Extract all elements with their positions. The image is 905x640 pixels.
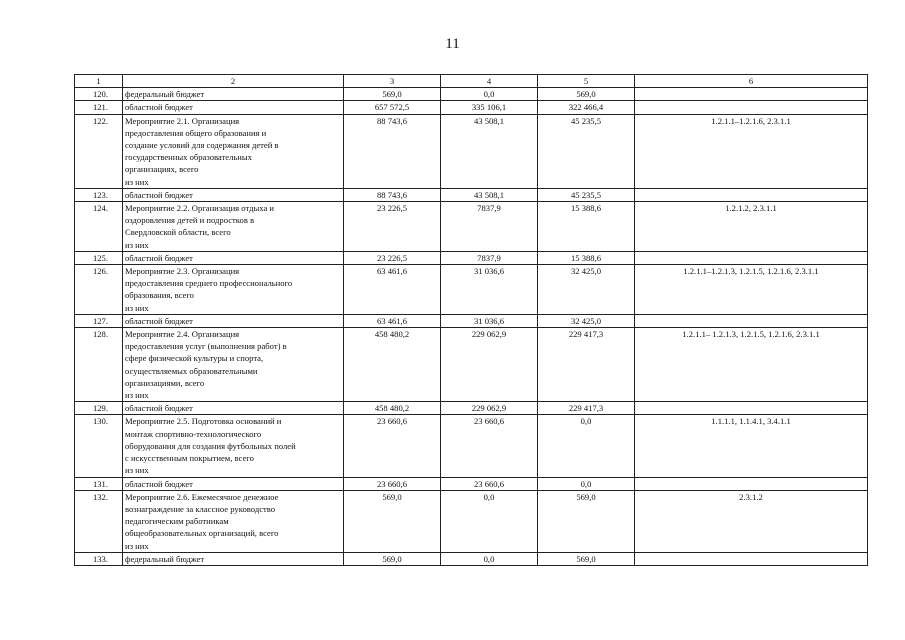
value-cell-3: 88 743,6 (344, 188, 441, 201)
row-name-line: государственных образовательных (125, 152, 252, 163)
row-number-cell: 122. (75, 114, 123, 188)
row-name-cell (123, 415, 344, 477)
header-cell-3: 3 (344, 75, 441, 88)
row-name-line: областной бюджет (125, 315, 193, 326)
row-name-line: областной бюджет (125, 403, 193, 414)
row-number-cell: 121. (75, 101, 123, 114)
row-name-line: областной бюджет (125, 102, 193, 113)
value-cell-5: 322 466,4 (538, 101, 635, 114)
row-name-cell (123, 88, 344, 101)
row-name-line: из них (125, 176, 149, 187)
row-name-line: оборудования для создания футбольных полей (125, 440, 296, 451)
value-cell-3: 569,0 (344, 490, 441, 552)
reference-cell: 1.2.1.1– 1.2.1.3, 1.2.1.5, 1.2.1.6, 2.3.1.1 (635, 328, 868, 402)
value-cell-5: 32 425,0 (538, 265, 635, 315)
row-name-cell (123, 552, 344, 565)
row-name-line: осуществляемых образовательными (125, 365, 258, 376)
row-name-line: с искусственным покрытием, всего (125, 453, 254, 464)
row-name-line: педагогическим работникам (125, 516, 229, 527)
reference-cell: 1.2.1.1–1.2.1.6, 2.3.1.1 (635, 114, 868, 188)
row-name-cell (123, 188, 344, 201)
table-row (75, 265, 868, 315)
row-number-cell: 126. (75, 265, 123, 315)
reference-cell (635, 101, 868, 114)
value-cell-3: 458 480,2 (344, 402, 441, 415)
value-cell-3: 23 226,5 (344, 251, 441, 264)
table-row (75, 402, 868, 415)
row-number-cell: 133. (75, 552, 123, 565)
value-cell-3: 63 461,6 (344, 265, 441, 315)
row-number-cell: 129. (75, 402, 123, 415)
row-name-cell (123, 490, 344, 552)
row-name-line: общеобразовательных организаций, всего (125, 528, 279, 539)
row-name-cell (123, 265, 344, 315)
value-cell-4: 31 036,6 (441, 314, 538, 327)
table-row (75, 101, 868, 114)
row-name-line: из них (125, 239, 149, 250)
value-cell-5: 0,0 (538, 415, 635, 477)
row-number-cell: 125. (75, 251, 123, 264)
reference-cell (635, 251, 868, 264)
row-name-line: из них (125, 390, 149, 401)
row-name-line: из них (125, 302, 149, 313)
value-cell-5: 569,0 (538, 552, 635, 565)
row-name-cell (123, 202, 344, 252)
reference-cell: 1.1.1.1, 1.1.4.1, 3.4.1.1 (635, 415, 868, 477)
reference-cell: 1.2.1.1–1.2.1.3, 1.2.1.5, 1.2.1.6, 2.3.1.1 (635, 265, 868, 315)
value-cell-5: 32 425,0 (538, 314, 635, 327)
value-cell-4: 335 106,1 (441, 101, 538, 114)
value-cell-3: 458 480,2 (344, 328, 441, 402)
reference-cell (635, 402, 868, 415)
row-name-line: федеральный бюджет (125, 553, 205, 564)
value-cell-5: 229 417,3 (538, 328, 635, 402)
row-name-line: предоставления среднего профессионального (125, 278, 293, 289)
value-cell-3: 657 572,5 (344, 101, 441, 114)
row-name-line: организациями, всего (125, 377, 205, 388)
value-cell-5: 229 417,3 (538, 402, 635, 415)
value-cell-5: 15 388,6 (538, 251, 635, 264)
value-cell-4: 7837,9 (441, 251, 538, 264)
row-number-cell: 130. (75, 415, 123, 477)
row-number-cell: 128. (75, 328, 123, 402)
row-name-line: Мероприятие 2.2. Организация отдыха и (125, 203, 275, 214)
row-name-line: сфере физической культуры и спорта, (125, 353, 264, 364)
reference-cell (635, 188, 868, 201)
row-name-cell (123, 114, 344, 188)
reference-cell (635, 552, 868, 565)
row-name-cell (123, 251, 344, 264)
value-cell-3: 23 660,6 (344, 477, 441, 490)
row-number-cell: 123. (75, 188, 123, 201)
row-name-cell (123, 402, 344, 415)
header-cell-5: 5 (538, 75, 635, 88)
row-name-line: вознаграждение за классное руководство (125, 503, 276, 514)
value-cell-3: 23 226,5 (344, 202, 441, 252)
table-row (75, 328, 868, 402)
row-number-cell: 132. (75, 490, 123, 552)
row-name-cell (123, 101, 344, 114)
header-cell-4: 4 (441, 75, 538, 88)
reference-cell (635, 88, 868, 101)
row-name-line: Мероприятие 2.1. Организация (125, 115, 240, 126)
row-name-line: Мероприятие 2.3. Организация (125, 266, 240, 277)
value-cell-3: 569,0 (344, 552, 441, 565)
row-name-line: образования, всего (125, 290, 194, 301)
reference-cell: 1.2.1.2, 2.3.1.1 (635, 202, 868, 252)
budget-table (74, 74, 868, 566)
header-cell-1: 1 (75, 75, 123, 88)
value-cell-3: 569,0 (344, 88, 441, 101)
row-name-line: организациях, всего (125, 164, 199, 175)
row-name-line: из них (125, 540, 149, 551)
row-name-line: создание условий для содержания детей в (125, 140, 279, 151)
value-cell-5: 0,0 (538, 477, 635, 490)
value-cell-3: 23 660,6 (344, 415, 441, 477)
row-name-line: монтаж спортивно-технологического (125, 428, 262, 439)
header-cell-6: 6 (635, 75, 868, 88)
header-cell-2: 2 (123, 75, 344, 88)
value-cell-5: 15 388,6 (538, 202, 635, 252)
value-cell-4: 31 036,6 (441, 265, 538, 315)
value-cell-4: 43 508,1 (441, 188, 538, 201)
value-cell-4: 43 508,1 (441, 114, 538, 188)
value-cell-4: 0,0 (441, 552, 538, 565)
table-row (75, 552, 868, 565)
value-cell-4: 7837,9 (441, 202, 538, 252)
header-row (75, 75, 868, 88)
table-row (75, 415, 868, 477)
reference-cell (635, 314, 868, 327)
table-row (75, 202, 868, 252)
value-cell-5: 45 235,5 (538, 188, 635, 201)
value-cell-3: 63 461,6 (344, 314, 441, 327)
row-name-cell (123, 328, 344, 402)
value-cell-4: 23 660,6 (441, 477, 538, 490)
table-row (75, 490, 868, 552)
row-name-line: областной бюджет (125, 478, 193, 489)
row-name-cell (123, 477, 344, 490)
row-name-line: областной бюджет (125, 252, 193, 263)
row-name-line: Свердловской области, всего (125, 227, 231, 238)
table-row (75, 477, 868, 490)
table-row (75, 88, 868, 101)
table-row (75, 188, 868, 201)
reference-cell: 2.3.1.2 (635, 490, 868, 552)
row-name-cell (123, 314, 344, 327)
row-name-line: Мероприятие 2.5. Подготовка оснований и (125, 416, 282, 427)
row-name-line: предоставления общего образования и (125, 127, 267, 138)
value-cell-4: 0,0 (441, 490, 538, 552)
value-cell-5: 569,0 (538, 490, 635, 552)
row-name-line: Мероприятие 2.6. Ежемесячное денежное (125, 491, 279, 502)
value-cell-4: 229 062,9 (441, 328, 538, 402)
row-name-line: Мероприятие 2.4. Организация (125, 329, 240, 340)
row-number-cell: 124. (75, 202, 123, 252)
row-number-cell: 131. (75, 477, 123, 490)
value-cell-3: 88 743,6 (344, 114, 441, 188)
row-number-cell: 127. (75, 314, 123, 327)
value-cell-5: 569,0 (538, 88, 635, 101)
table-row (75, 114, 868, 188)
page-number: 11 (445, 36, 460, 52)
value-cell-5: 45 235,5 (538, 114, 635, 188)
row-name-line: областной бюджет (125, 189, 193, 200)
row-name-line: из них (125, 465, 149, 476)
row-number-cell: 120. (75, 88, 123, 101)
table-row (75, 314, 868, 327)
reference-cell (635, 477, 868, 490)
row-name-line: оздоровления детей и подростков в (125, 215, 255, 226)
table-row (75, 251, 868, 264)
row-name-line: предоставления услуг (выполнения работ) в (125, 341, 287, 352)
value-cell-4: 23 660,6 (441, 415, 538, 477)
value-cell-4: 229 062,9 (441, 402, 538, 415)
value-cell-4: 0,0 (441, 88, 538, 101)
row-name-line: федеральный бюджет (125, 89, 205, 100)
